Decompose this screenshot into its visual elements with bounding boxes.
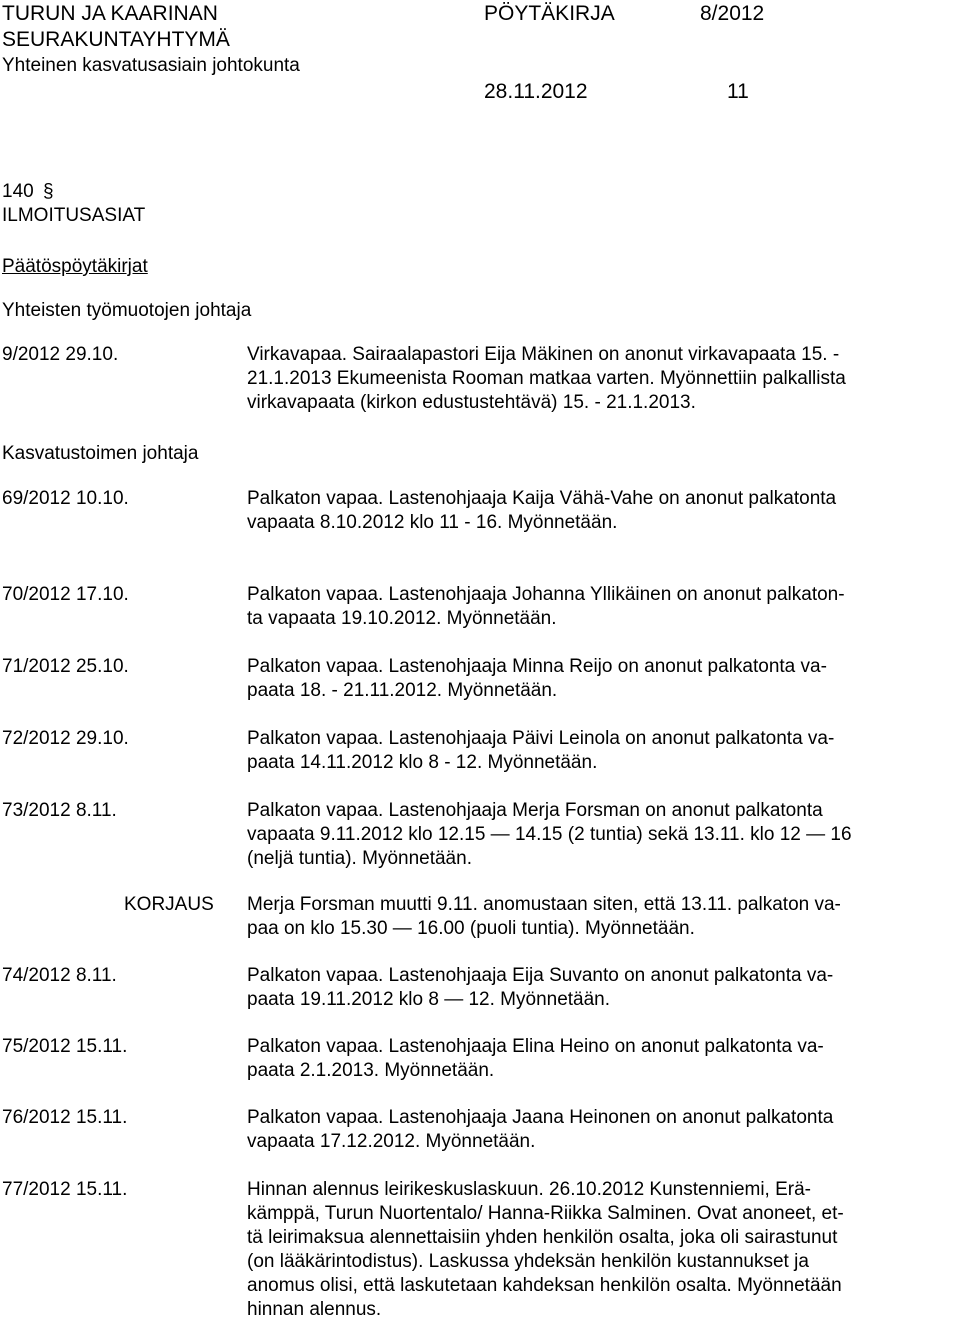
- entry-text: [247, 893, 907, 941]
- entry-ref: 73/2012 8.11.: [2, 800, 117, 821]
- doc-type: PÖYTÄKIRJA: [484, 2, 615, 25]
- entry-line: anomus olisi, että laskutetaan kahdeksan henkilön osalta. Myönnetään: [247, 1275, 842, 1296]
- group-heading-2: Kasvatustoimen johtaja: [2, 443, 199, 464]
- entry-line: (on lääkärintodistus). Laskussa yhdeksän henkilön kustannukset ja: [247, 1251, 809, 1272]
- entry-text: [247, 1035, 907, 1083]
- entry-line: (neljä tuntia). Myönnetään.: [247, 848, 472, 869]
- entry-line: tä leirimaksua alennettaisiin yhden henkilön osalta, joka oli sairastunut: [247, 1227, 838, 1248]
- entry-ref: 77/2012 15.11.: [2, 1179, 128, 1200]
- committee-name: Yhteinen kasvatusasiain johtokunta: [2, 55, 300, 76]
- entry-text: [247, 583, 907, 631]
- section-number: 140: [2, 181, 34, 202]
- entry-line: hinnan alennus.: [247, 1299, 382, 1320]
- section-title: ILMOITUSASIAT: [2, 205, 146, 226]
- paragraph-mark-icon: §: [42, 181, 54, 202]
- entry-line: Merja Forsman muutti 9.11. anomustaan siten, että 13.11. palkaton va-: [247, 894, 841, 915]
- doc-number: 8/2012: [700, 2, 765, 25]
- entry-line: Virkavapaa. Sairaalapastori Eija Mäkinen on anonut virkavapaata 15. -: [247, 344, 840, 365]
- entry-line: paata 2.1.2013. Myönnetään.: [247, 1060, 495, 1081]
- entry-ref: 76/2012 15.11.: [2, 1107, 128, 1128]
- entry-line: 21.1.2013 Ekumeenista Rooman matkaa varten. Myönnettiin palkallista: [247, 368, 846, 389]
- entry-line: Palkaton vapaa. Lastenohjaaja Eija Suvanto on anonut palkatonta va-: [247, 965, 834, 986]
- entry-ref: 9/2012 29.10.: [2, 344, 119, 365]
- entry-ref: 74/2012 8.11.: [2, 965, 117, 986]
- entry-text: [247, 799, 907, 871]
- section-number-line: [2, 180, 54, 204]
- group-heading-1: Yhteisten työmuotojen johtaja: [2, 300, 252, 321]
- correction-label: KORJAUS: [124, 894, 214, 915]
- org-name-line1: TURUN JA KAARINAN: [2, 2, 218, 25]
- entry-text: [247, 487, 907, 535]
- entry-ref: 72/2012 29.10.: [2, 728, 129, 749]
- entry-line: vapaata 9.11.2012 klo 12.15 — 14.15 (2 tuntia) sekä 13.11. klo 12 — 16: [247, 824, 852, 845]
- entry-line: kämppä, Turun Nuortentalo/ Hanna-Riikka Salminen. Ovat anoneet, et-: [247, 1203, 844, 1224]
- entry-line: vapaata 8.10.2012 klo 11 - 16. Myönnetään.: [247, 512, 618, 533]
- doc-date: 28.11.2012: [484, 80, 588, 103]
- section-subtitle: Päätöspöytäkirjat: [2, 256, 148, 277]
- entry-ref: 70/2012 17.10.: [2, 584, 129, 605]
- entry-line: Palkaton vapaa. Lastenohjaaja Johanna Yllikäinen on anonut palkaton-: [247, 584, 845, 605]
- entry-ref: 69/2012 10.10.: [2, 488, 129, 509]
- entry-line: virkavapaata (kirkon edustustehtävä) 15. - 21.1.2013.: [247, 392, 696, 413]
- entry-line: paata 18. - 21.11.2012. Myönnetään.: [247, 680, 558, 701]
- entry-line: Palkaton vapaa. Lastenohjaaja Merja Forsman on anonut palkatonta: [247, 800, 823, 821]
- entry-line: paa on klo 15.30 — 16.00 (puoli tuntia). Myönnetään.: [247, 918, 695, 939]
- entry-text: [247, 655, 907, 703]
- entry-line: vapaata 17.12.2012. Myönnetään.: [247, 1131, 536, 1152]
- entry-line: Palkaton vapaa. Lastenohjaaja Jaana Heinonen on anonut palkatonta: [247, 1107, 834, 1128]
- entry-ref: 75/2012 15.11.: [2, 1036, 128, 1057]
- entry-line: Palkaton vapaa. Lastenohjaaja Elina Heino on anonut palkatonta va-: [247, 1036, 824, 1057]
- entry-ref: 71/2012 25.10.: [2, 656, 129, 677]
- entry-text: [247, 727, 907, 775]
- entry-text: [247, 964, 907, 1012]
- entry-text: [247, 343, 907, 415]
- entry-line: ta vapaata 19.10.2012. Myönnetään.: [247, 608, 557, 629]
- page-number: 11: [727, 80, 749, 103]
- entry-line: Palkaton vapaa. Lastenohjaaja Kaija Vähä-Vahe on anonut palkatonta: [247, 488, 837, 509]
- entry-line: Palkaton vapaa. Lastenohjaaja Minna Reijo on anonut palkatonta va-: [247, 656, 827, 677]
- entry-line: paata 19.11.2012 klo 8 — 12. Myönnetään.: [247, 989, 611, 1010]
- org-name-line2: SEURAKUNTAYHTYMÄ: [2, 28, 230, 51]
- entry-text: [247, 1106, 907, 1154]
- entry-line: paata 14.11.2012 klo 8 - 12. Myönnetään.: [247, 752, 598, 773]
- entry-text: [247, 1178, 907, 1322]
- entry-line: Hinnan alennus leirikeskuslaskuun. 26.10.2012 Kunstenniemi, Erä-: [247, 1179, 812, 1200]
- entry-line: Palkaton vapaa. Lastenohjaaja Päivi Leinola on anonut palkatonta va-: [247, 728, 835, 749]
